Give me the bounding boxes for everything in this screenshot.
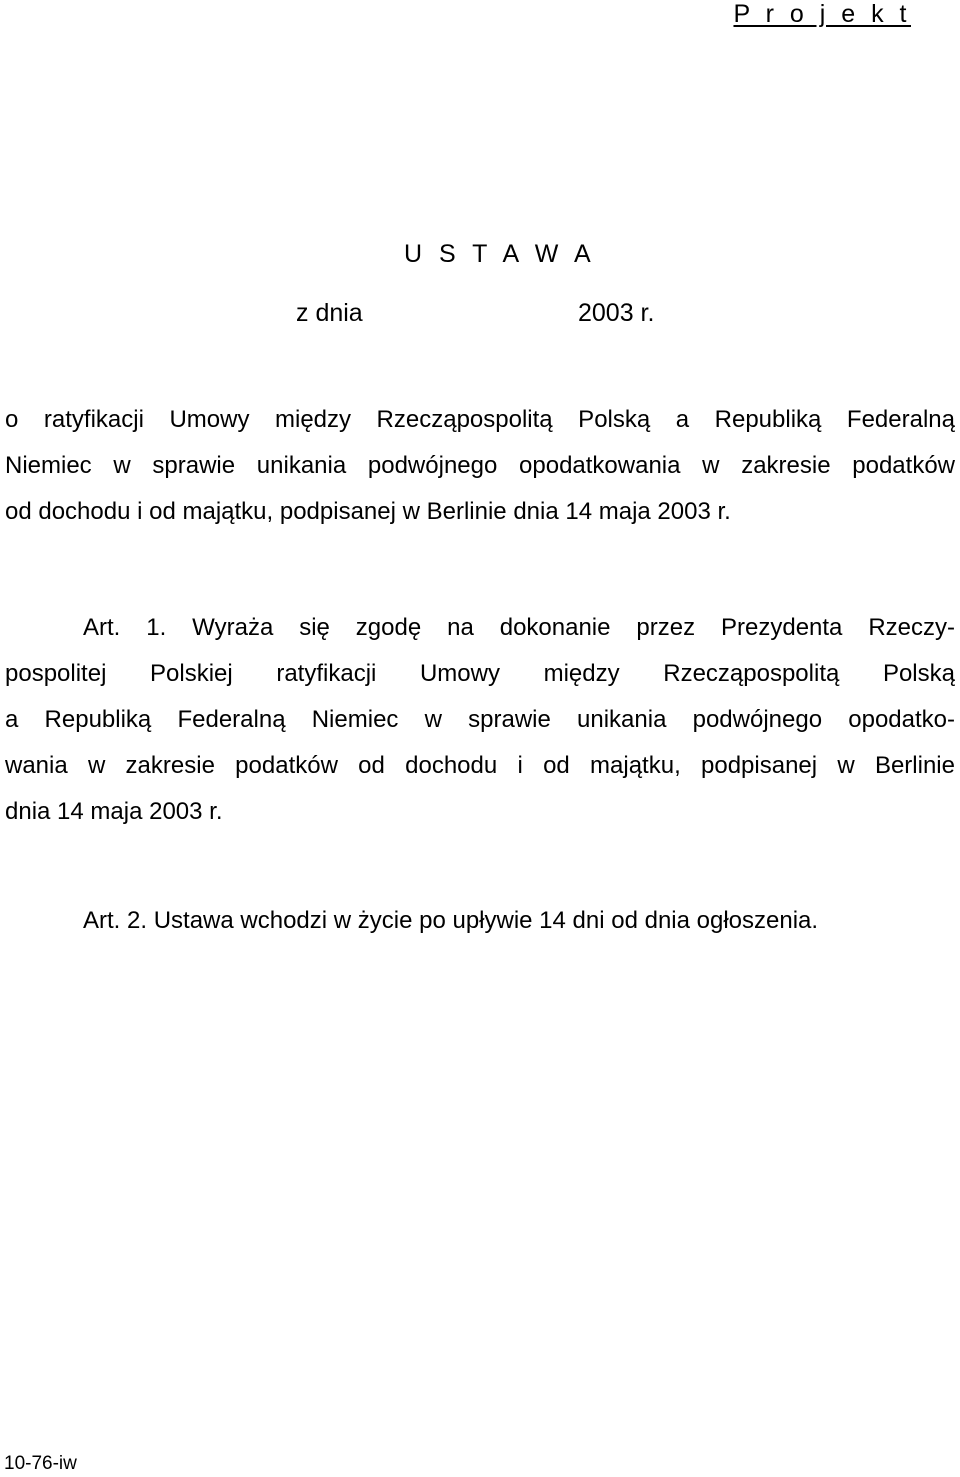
subject-line: od dochodu i od majątku, podpisanej w Berlinie dnia 14 maja 2003 r.: [5, 498, 731, 525]
article-1-line: pospolitej Polskiej ratyfikacji Umowy między Rzecząpospolitą Polską: [5, 660, 955, 687]
projekt-label: P r o j e k t: [733, 0, 911, 28]
article-1-line: dnia 14 maja 2003 r.: [5, 798, 223, 825]
document-title: U S T A W A: [404, 240, 596, 268]
date-prefix: z dnia: [296, 299, 363, 327]
article-1: [5, 605, 955, 835]
act-subject: [5, 397, 955, 535]
article-2: Art. 2. Ustawa wchodzi w życie po upływie 14 dni od dnia ogłoszenia.: [83, 907, 819, 934]
date-year: 2003 r.: [578, 299, 655, 327]
article-1-line: wania w zakresie podatków od dochodu i od majątku, podpisanej w Berlinie: [5, 752, 955, 779]
article-1-line: a Republiką Federalną Niemiec w sprawie unikania podwójnego opodatko-: [5, 706, 955, 733]
footer-code: 10-76-iw: [4, 1453, 77, 1474]
subject-line: Niemiec w sprawie unikania podwójnego opodatkowania w zakresie podatków: [5, 452, 955, 479]
article-1-line: Art. 1. Wyraża się zgodę na dokonanie przez Prezydenta Rzeczy-: [83, 614, 955, 641]
subject-line: o ratyfikacji Umowy między Rzecząpospolitą Polską a Republiką Federalną: [5, 406, 955, 433]
